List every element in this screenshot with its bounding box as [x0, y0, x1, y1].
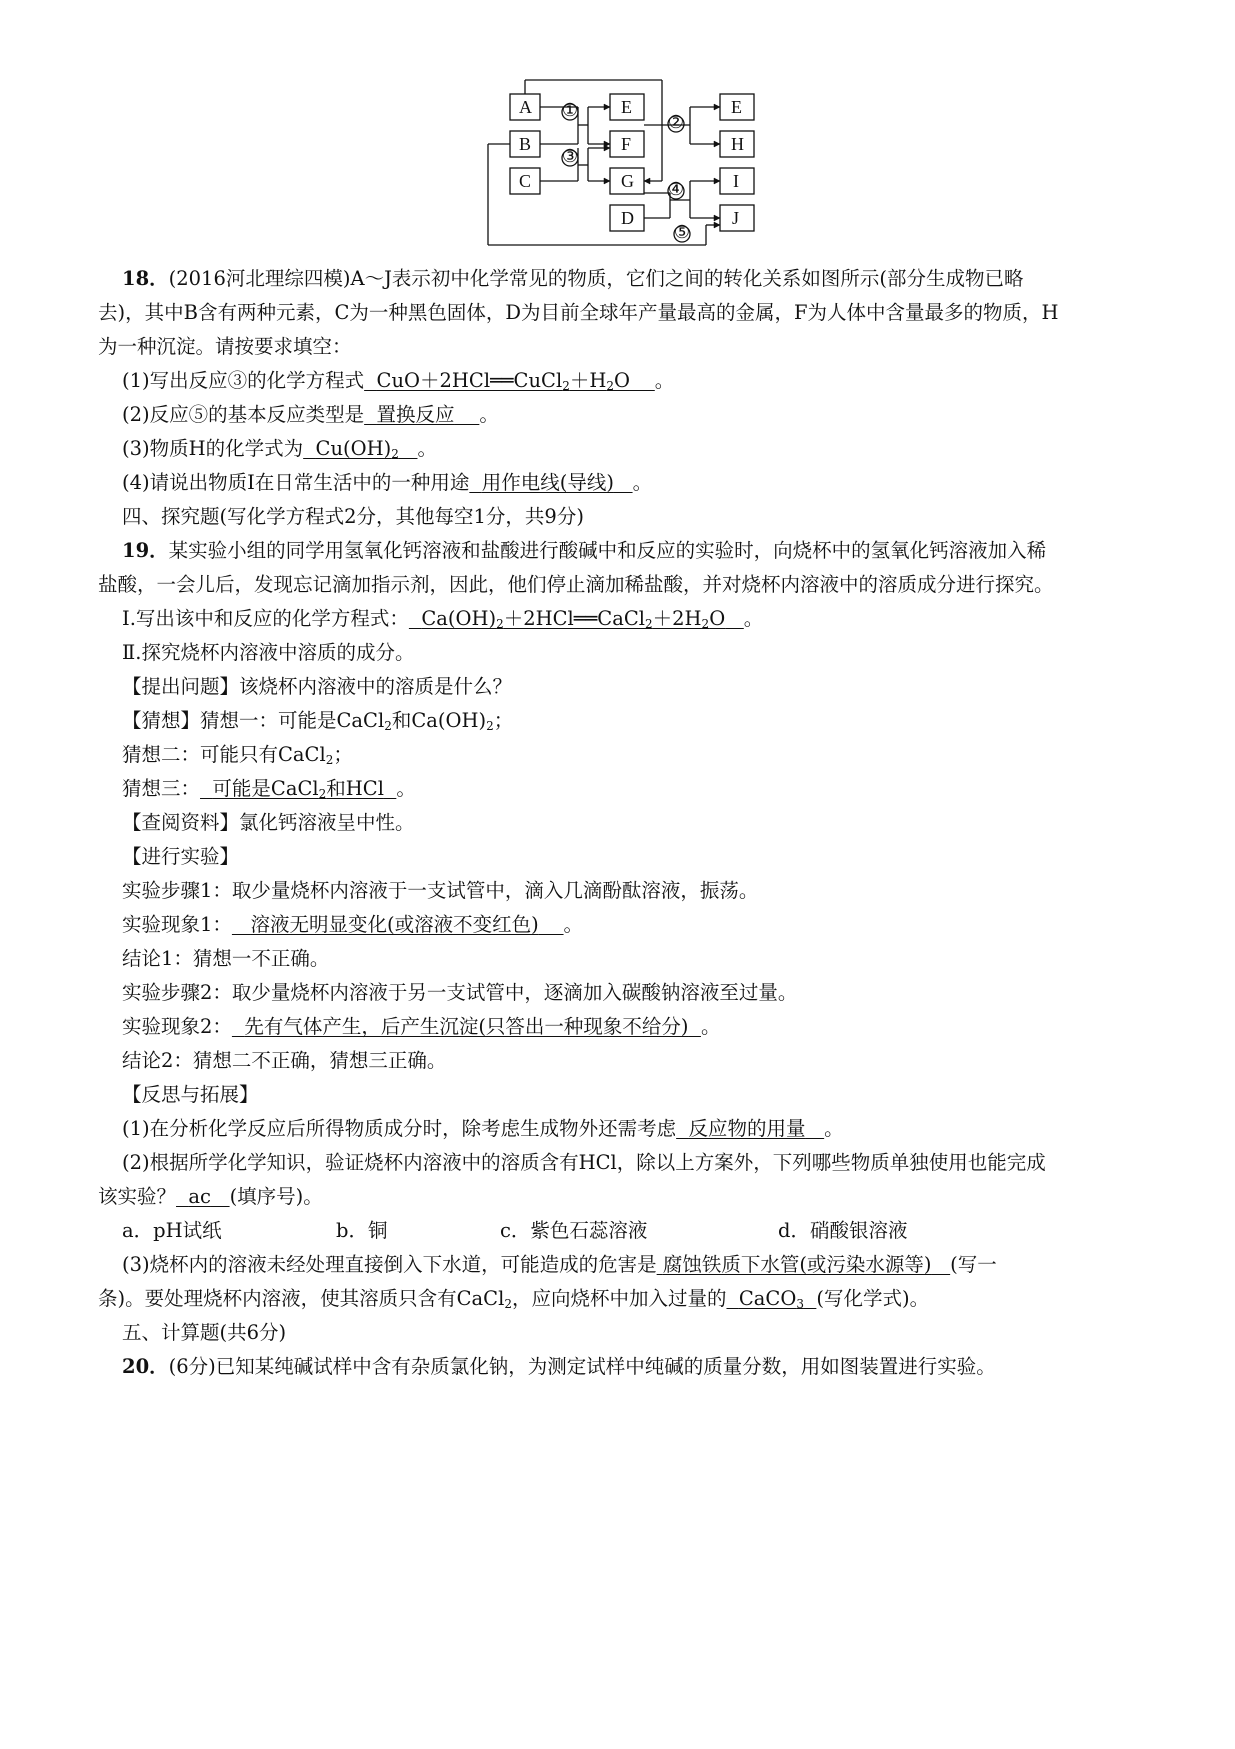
q19-answer-reflection-2: ac [188, 1185, 211, 1208]
node-h: H [731, 134, 744, 154]
q19-answer-equation: $Ca(OH)_2+2HCl══CaCl_2+2H_2O$ [421, 607, 726, 631]
q19-conclusion-2: 结论2：猜想二不正确，猜想三正确。 [122, 1049, 447, 1072]
q19-guess-1: 【猜想】猜想一：可能是CaCl$_2$和$Ca(OH)_2$； [122, 709, 514, 733]
q18-line-1: 18．(2016河北理综四模)A～J表示初中化学常见的物质，它们之间的转化关系如图所示(部分生成物已略 [122, 267, 1024, 290]
q18-answer-2: 置换反应 [376, 403, 455, 426]
q20-line-1: 20．(6分)已知某纯碱试样中含有杂质氯化钠，为测定试样中纯碱的质量分数，用如图装置进行实验。 [122, 1355, 996, 1378]
q19-number: 19． [122, 539, 169, 562]
q19-part-1: Ⅰ.写出该中和反应的化学方程式： $Ca(OH)_2+2HCl══CaCl_2+2H_2O$ 。 [122, 607, 764, 631]
q19-conclusion-1: 结论1：猜想一不正确。 [122, 947, 330, 970]
node-a: A [519, 97, 532, 117]
q19-option-a: a．pH试纸 [122, 1219, 222, 1242]
node-e1: E [621, 97, 632, 117]
q19-step-2: 实验步骤2：取少量烧杯内溶液于另一支试管中，逐滴加入碳酸钠溶液至过量。 [122, 981, 798, 1004]
q20-number: 20． [122, 1355, 169, 1378]
q18-sub-1: (1)写出反应③的化学方程式 $CuO+2HCl══CuCl_2+H_2O$ 。 [122, 369, 675, 393]
q19-reflection-1: (1)在分析化学反应后所得物质成分时，除考虑生成物外还需考虑 反应物的用量 。 [122, 1117, 844, 1140]
q18-line-3: 为一种沉淀。请按要求填空： [98, 335, 352, 358]
q19-answer-phenomenon-1: 溶液无明显变化(或溶液不变红色) [250, 913, 539, 936]
q19-answer-guess-3: 可能是CaCl$_2$和HCl [212, 777, 384, 801]
reaction-label-1: ① [561, 100, 579, 120]
q18-sub-4: (4)请说出物质I在日常生活中的一种用途 用作电线(导线) 。 [122, 471, 653, 494]
node-g: G [621, 171, 634, 191]
node-f: F [621, 134, 632, 154]
q19-reflection-2-line-2: 该实验？ ac (填序号)。 [98, 1185, 323, 1208]
node-b: B [519, 134, 532, 154]
q18-number: 18． [122, 267, 169, 290]
q19-answer-reflection-1: 反应物的用量 [688, 1117, 806, 1140]
q19-reflection-3-line-1: (3)烧杯内的溶液未经处理直接倒入下水道，可能造成的危害是 腐蚀铁质下水管(或污染水源等) (写一 [122, 1253, 997, 1276]
node-j: J [732, 208, 740, 228]
reaction-diagram [480, 78, 800, 253]
section-4-heading: 四、探究题(写化学方程式2分，其他每空1分，共9分) [122, 505, 584, 528]
q19-reflection-heading: 【反思与拓展】 [122, 1083, 259, 1106]
node-i: I [733, 171, 739, 191]
q19-reference: 【查阅资料】氯化钙溶液呈中性。 [122, 811, 415, 834]
q19-answer-reflection-3b: CaCO$_3$ [738, 1287, 804, 1311]
q19-experiment-heading: 【进行实验】 [122, 845, 240, 868]
q18-line-2: 去)，其中B含有两种元素，C为一种黑色固体，D为目前全球年产量最高的金属，F为人体中含量最多的物质，H [98, 301, 1059, 324]
reaction-label-2: ② [667, 112, 685, 132]
node-c: C [519, 171, 532, 191]
q19-phenomenon-1: 实验现象1： 溶液无明显变化(或溶液不变红色) 。 [122, 913, 584, 936]
q19-line-2: 盐酸，一会儿后，发现忘记滴加指示剂，因此，他们停止滴加稀盐酸，并对烧杯内溶液中的溶质成分进行探究。 [98, 573, 1054, 596]
q19-step-1: 实验步骤1：取少量烧杯内溶液于一支试管中，滴入几滴酚酞溶液，振荡。 [122, 879, 759, 902]
q19-guess-3: 猜想三： 可能是CaCl$_2$和HCl 。 [122, 777, 416, 801]
reaction-label-4: ④ [667, 179, 685, 199]
reaction-label-5: ⑤ [673, 222, 691, 242]
node-e2: E [731, 97, 742, 117]
q19-phenomenon-2: 实验现象2： 先有气体产生，后产生沉淀(只答出一种现象不给分) 。 [122, 1015, 721, 1038]
section-5-heading: 五、计算题(共6分) [122, 1321, 287, 1344]
q18-sub-2: (2)反应⑤的基本反应类型是 置换反应 。 [122, 403, 499, 426]
q19-reflection-2-line-1: (2)根据所学化学知识，验证烧杯内溶液中的溶质含有HCl，除以上方案外，下列哪些物质单独使用也能完成 [122, 1151, 1046, 1174]
q19-guess-2: 猜想二：可能只有CaCl$_2$； [122, 743, 353, 767]
q19-option-c: c．紫色石蕊溶液 [500, 1219, 648, 1242]
q19-answer-phenomenon-2: 先有气体产生，后产生沉淀(只答出一种现象不给分) [244, 1015, 689, 1038]
q19-option-b: b．铜 [336, 1219, 388, 1242]
q19-reflection-3-line-2: 条)。要处理烧杯内溶液，使其溶质只含有CaCl$_2$，应向烧杯中加入过量的 CaCO$_3$ (写化学式)。 [98, 1287, 930, 1311]
q18-sub-3: (3)物质H的化学式为 $Cu(OH)_2$ 。 [122, 437, 437, 461]
q18-answer-1: $CuO+2HCl══CuCl_2+H_2O$ [376, 369, 630, 393]
q19-answer-reflection-3: 腐蚀铁质下水管(或污染水源等) [662, 1253, 932, 1276]
q18-answer-3: $Cu(OH)_2$ [315, 437, 399, 461]
q19-line-1: 19．某实验小组的同学用氢氧化钙溶液和盐酸进行酸碱中和反应的实验时，向烧杯中的氢氧化钙溶液加入稀 [122, 539, 1047, 562]
reaction-label-3: ③ [561, 146, 579, 166]
q18-answer-4: 用作电线(导线) [481, 471, 614, 494]
q19-part-2: Ⅱ.探究烧杯内溶液中溶质的成分。 [122, 641, 415, 664]
q19-option-d: d．硝酸银溶液 [778, 1219, 908, 1242]
q19-question: 【提出问题】该烧杯内溶液中的溶质是什么？ [122, 675, 513, 698]
node-d: D [621, 208, 634, 228]
